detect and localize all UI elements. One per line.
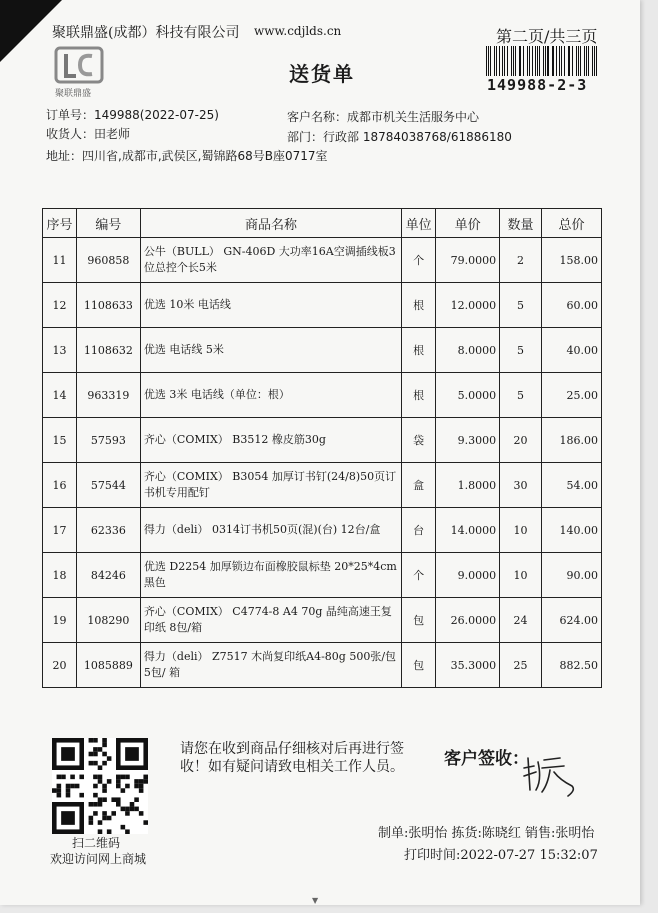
barcode-bar (564, 46, 565, 76)
qr-module (66, 788, 71, 793)
barcode-bar (499, 46, 500, 76)
barcode-bar (559, 46, 560, 76)
customer-sign-label: 客户签收： (444, 749, 529, 769)
cell-name: 优选 3米 电话线（单位：根） (140, 373, 401, 418)
qr-module (107, 779, 112, 784)
cell-unit: 包 (402, 643, 436, 688)
qr-module (102, 752, 107, 757)
qr-module (125, 811, 130, 816)
cell-unit: 台 (402, 508, 436, 553)
table-row (43, 463, 602, 508)
cell-price: 9.3000 (436, 418, 500, 463)
qr-module (57, 793, 62, 798)
cell-total: 90.00 (542, 553, 602, 598)
qr-module (102, 784, 107, 789)
cell-qty: 25 (500, 643, 542, 688)
cell-qty: 5 (500, 328, 542, 373)
barcode-bar (535, 46, 536, 76)
qr-module (107, 816, 112, 821)
page-indicator: 第二页/共三页 (496, 27, 598, 46)
barcode-bar (547, 46, 548, 76)
table-row (43, 643, 602, 688)
receiver: 收货人：田老师 (46, 127, 131, 141)
scroll-down-icon: ▼ (312, 896, 319, 905)
cell-total: 140.00 (542, 508, 602, 553)
header-cell: 数量 (500, 209, 542, 238)
qr-subtitle: 欢迎访问网上商城 (50, 852, 147, 866)
qr-module (93, 752, 98, 757)
qr-module (93, 793, 98, 798)
cell-code: 1108632 (76, 328, 140, 373)
cell-name: 优选 D2254 加厚锁边布面橡胶鼠标垫 20*25*4cm黑色 (140, 553, 401, 598)
qr-module (143, 779, 148, 784)
cell-price: 35.3000 (436, 643, 500, 688)
table-row (43, 418, 602, 463)
table-header-row (43, 209, 602, 238)
order-number: 订单号：149988(2022-07-25) (46, 108, 219, 122)
qr-module (116, 797, 121, 802)
cell-no: 19 (43, 598, 77, 643)
cell-price: 1.8000 (436, 463, 500, 508)
qr-module (98, 797, 103, 802)
qr-module (52, 788, 57, 793)
qr-module (143, 775, 148, 780)
qr-module (98, 747, 103, 752)
qr-module (121, 775, 126, 780)
cell-qty: 10 (500, 553, 542, 598)
qr-module (139, 788, 144, 793)
print-time: 打印时间:2022-07-27 15:32:07 (404, 848, 598, 863)
cell-code: 960858 (76, 238, 140, 283)
barcode-bar (527, 46, 528, 76)
cell-no: 13 (43, 328, 77, 373)
cell-name: 齐心（COMIX） B3512 橡皮筋30g (140, 418, 401, 463)
qr-module (139, 811, 144, 816)
qr-module (125, 784, 130, 789)
cell-no: 15 (43, 418, 77, 463)
department: 部门：行政部 18784038768/61886180 (287, 130, 512, 144)
qr-module (57, 775, 62, 780)
cell-total: 54.00 (542, 463, 602, 508)
cell-price: 26.0000 (436, 598, 500, 643)
barcode-bar (494, 46, 495, 76)
barcode-bar (584, 46, 585, 76)
website-url: www.cdjlds.cn (254, 24, 342, 38)
header-cell: 单价 (436, 209, 500, 238)
cell-name: 齐心（COMIX） C4774-8 A4 70g 晶纯高速王复印纸 8包/箱 (140, 598, 401, 643)
cell-unit: 盒 (402, 463, 436, 508)
qr-module (93, 775, 98, 780)
cell-total: 60.00 (542, 283, 602, 328)
qr-module (111, 797, 116, 802)
qr-module (134, 784, 139, 789)
qr-module (98, 820, 103, 825)
barcode-bar (572, 46, 573, 76)
cell-unit: 个 (402, 238, 436, 283)
qr-module (89, 752, 94, 757)
cell-total: 40.00 (542, 328, 602, 373)
cell-qty: 20 (500, 418, 542, 463)
cell-no: 18 (43, 553, 77, 598)
cell-total: 25.00 (542, 373, 602, 418)
document-staff: 制单:张明怡 拣货:陈晓红 销售:张明怡 (378, 826, 595, 841)
cell-price: 79.0000 (436, 238, 500, 283)
customer-name: 客户名称：成都市机关生活服务中心 (287, 110, 480, 124)
barcode-bar (539, 46, 540, 76)
qr-module (98, 802, 103, 807)
qr-module (70, 775, 75, 780)
cell-total: 158.00 (542, 238, 602, 283)
qr-module (139, 784, 144, 789)
qr-module (143, 820, 148, 825)
qr-module (89, 820, 94, 825)
cell-price: 5.0000 (436, 373, 500, 418)
qr-module (93, 784, 98, 789)
qr-module (111, 811, 116, 816)
qr-module (125, 775, 130, 780)
cell-qty: 2 (500, 238, 542, 283)
qr-module (93, 761, 98, 766)
table-row (43, 598, 602, 643)
company-name: 聚联鼎盛(成都）科技有限公司 (52, 25, 240, 41)
cell-name: 公牛（BULL） GN-406D 大功率16A空调插线板3位总控个长5米 (140, 238, 401, 283)
barcode-bar (576, 46, 577, 76)
header-cell: 商品名称 (140, 209, 401, 238)
cell-unit: 根 (402, 283, 436, 328)
qr-module (79, 793, 84, 798)
qr-module (134, 797, 139, 802)
qr-module (102, 738, 107, 743)
qr-module (89, 761, 94, 766)
qr-module (130, 807, 135, 812)
qr-module (79, 775, 84, 780)
document-title: 送货单 (289, 62, 355, 86)
qr-module (102, 788, 107, 793)
sign-notice: 请您在收到商品仔细核对后再进行签收！如有疑问请致电相关工作人员。 (180, 741, 404, 775)
cell-qty: 30 (500, 463, 542, 508)
cell-total: 186.00 (542, 418, 602, 463)
qr-module (89, 816, 94, 821)
delivery-address: 地址：四川省,成都市,武侯区,蜀锦路68号B座0717室 (46, 149, 328, 163)
barcode-number: 149988-2-3 (487, 76, 588, 94)
barcode-bar (596, 46, 597, 76)
cell-code: 57593 (76, 418, 140, 463)
barcode (486, 46, 600, 76)
qr-module (125, 807, 130, 812)
qr-module (102, 811, 107, 816)
qr-module (93, 802, 98, 807)
header-cell: 总价 (542, 209, 602, 238)
barcode-bar (486, 46, 487, 76)
cell-qty: 10 (500, 508, 542, 553)
cell-name: 得力（deli） 0314订书机50页(混)(台) 12台/盒 (140, 508, 401, 553)
barcode-bar (523, 46, 524, 76)
cell-no: 12 (43, 283, 77, 328)
qr-module (98, 765, 103, 770)
cell-qty: 24 (500, 598, 542, 643)
qr-module (121, 788, 126, 793)
barcode-bar (588, 46, 589, 76)
cell-price: 9.0000 (436, 553, 500, 598)
cell-no: 16 (43, 463, 77, 508)
header-cell: 单位 (402, 209, 436, 238)
qr-module (61, 775, 66, 780)
cell-code: 1085889 (76, 643, 140, 688)
qr-code-icon[interactable] (52, 738, 148, 834)
cell-no: 20 (43, 643, 77, 688)
table-row (43, 553, 602, 598)
cell-no: 14 (43, 373, 77, 418)
logo-caption: 聚联鼎盛 (55, 89, 92, 99)
cell-code: 84246 (76, 553, 140, 598)
qr-module (116, 775, 121, 780)
qr-module (66, 793, 71, 798)
cell-code: 108290 (76, 598, 140, 643)
qr-module (98, 779, 103, 784)
qr-module (116, 784, 121, 789)
cell-unit: 袋 (402, 418, 436, 463)
qr-module (89, 802, 94, 807)
cell-unit: 根 (402, 373, 436, 418)
qr-label: 扫二维码 (72, 836, 121, 850)
qr-module (107, 756, 112, 761)
qr-module (102, 761, 107, 766)
cell-total: 882.50 (542, 643, 602, 688)
table-row (43, 283, 602, 328)
customer-signature (520, 750, 582, 800)
barcode-bar (507, 46, 508, 76)
cell-name: 得力（deli） Z7517 木尚复印纸A4-80g 500张/包5包/ 箱 (140, 643, 401, 688)
barcode-bar (515, 46, 516, 76)
table-row (43, 328, 602, 373)
table-row (43, 373, 602, 418)
cell-qty: 5 (500, 373, 542, 418)
barcode-bar (502, 46, 503, 76)
cell-code: 57544 (76, 463, 140, 508)
qr-module (121, 807, 126, 812)
qr-module (57, 784, 62, 789)
header-cell: 编号 (76, 209, 140, 238)
qr-module (125, 747, 139, 761)
cell-unit: 个 (402, 553, 436, 598)
qr-module (139, 779, 144, 784)
qr-module (70, 784, 75, 789)
cell-price: 12.0000 (436, 283, 500, 328)
cell-name: 优选 电话线 5米 (140, 328, 401, 373)
qr-module (93, 747, 98, 752)
qr-module (66, 784, 71, 789)
cell-name: 优选 10米 电话线 (140, 283, 401, 328)
cell-total: 624.00 (542, 598, 602, 643)
qr-module (89, 738, 94, 743)
qr-module (102, 743, 107, 748)
qr-module (121, 825, 126, 830)
cell-code: 963319 (76, 373, 140, 418)
header-cell: 序号 (43, 209, 77, 238)
qr-module (102, 816, 107, 821)
cell-price: 8.0000 (436, 328, 500, 373)
qr-module (134, 807, 139, 812)
cell-code: 62336 (76, 508, 140, 553)
cell-price: 14.0000 (436, 508, 500, 553)
cell-name: 齐心（COMIX） B3054 加厚订书钉(24/8)50页订书机专用配钉 (140, 463, 401, 508)
cell-no: 11 (43, 238, 77, 283)
cell-no: 17 (43, 508, 77, 553)
table-row (43, 508, 602, 553)
cell-code: 1108633 (76, 283, 140, 328)
items-table (42, 208, 602, 688)
qr-module (93, 738, 98, 743)
qr-module (116, 779, 121, 784)
qr-module (57, 788, 62, 793)
qr-module (98, 775, 103, 780)
cell-qty: 5 (500, 283, 542, 328)
table-row (43, 238, 602, 283)
qr-module (125, 829, 130, 834)
qr-module (75, 784, 80, 789)
qr-module (61, 811, 75, 825)
qr-module (116, 802, 121, 807)
cell-unit: 根 (402, 328, 436, 373)
qr-module (93, 811, 98, 816)
qr-module (130, 802, 135, 807)
qr-module (61, 747, 75, 761)
qr-module (102, 797, 107, 802)
barcode-bar (552, 46, 553, 76)
cell-unit: 包 (402, 598, 436, 643)
qr-module (134, 779, 139, 784)
